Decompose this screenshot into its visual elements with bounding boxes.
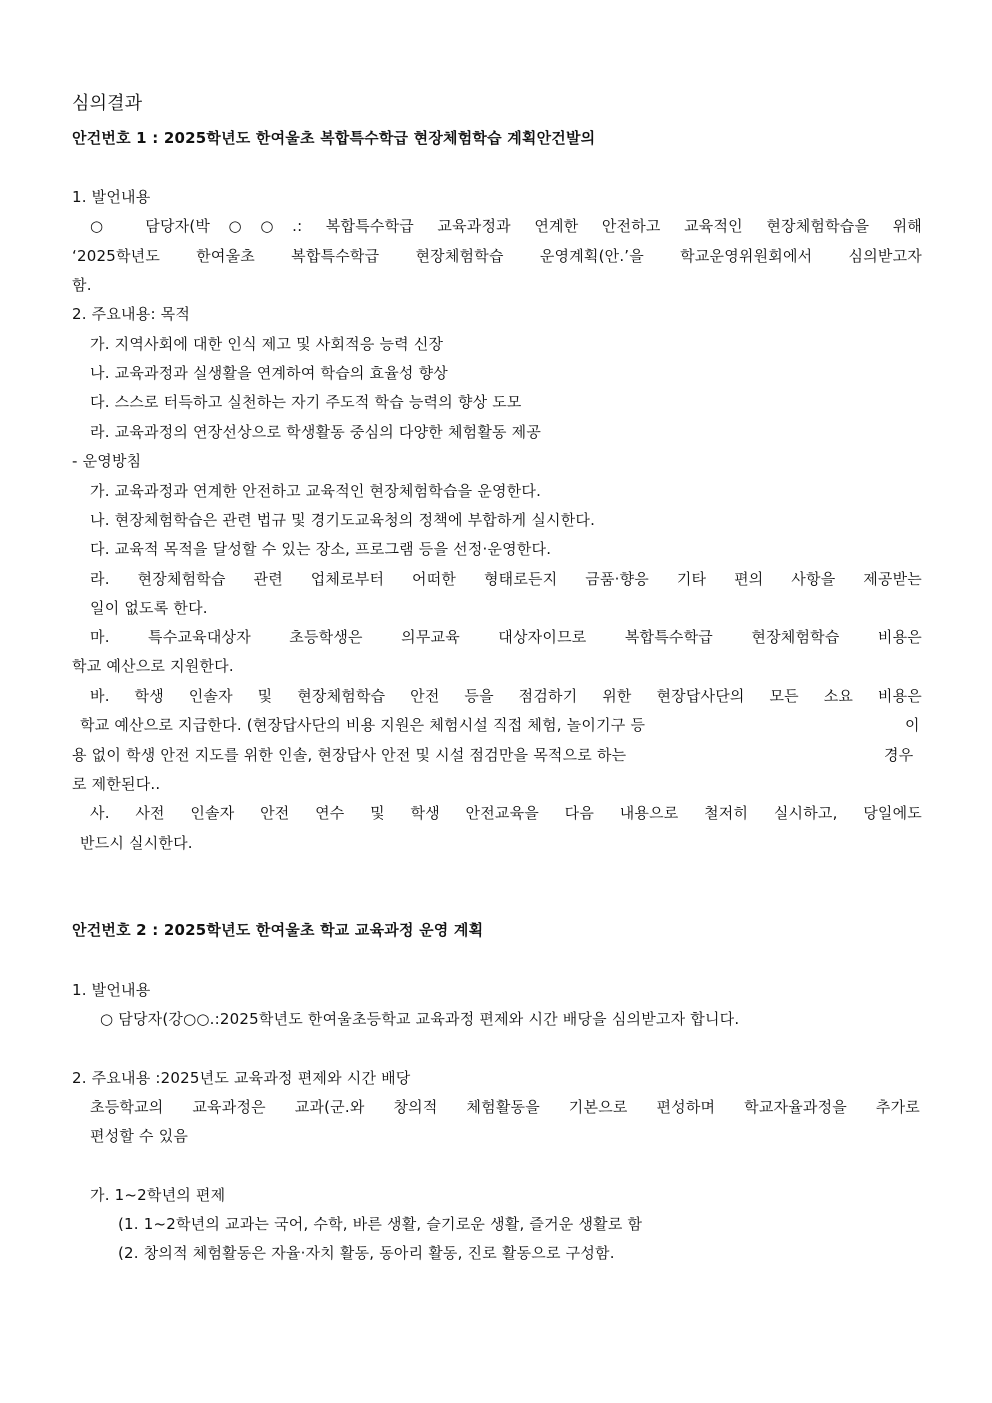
policy-item-continued: 반드시 실시한다. [80,834,193,852]
policy-item-continued: 용 없이 학생 안전 지도를 위한 인솔, 현장답사 안전 및 시설 점검만을 목적으로 하는 [72,746,627,764]
agenda1-statement-line: ‘2025학년도 한여울초 복합특수학급 현장체험학습 운영계획(안.’을 학교운영위원회에서 심의받고자 [72,247,922,265]
policy-item-continued: 학교 예산으로 지급한다. (현장답사단의 비용 지원은 체험시설 직접 체험, 놀이기구 등 [80,716,646,734]
policy-item: 사. 사전 인솔자 안전 연수 및 학생 안전교육을 다음 내용으로 철저히 실시하고, 당일에도 [90,804,922,822]
agenda2-section1-heading: 1. 발언내용 [72,981,151,999]
agenda1-statement-line: ○ 담당자(박○○.: 복합특수학급 교육과정과 연계한 안전하고 교육적인 현장체험학습을 위해 [90,217,922,235]
policy-heading: - 운영방침 [72,452,142,470]
purpose-item: 라. 교육과정의 연장선상으로 학생활동 중심의 다양한 체험활동 제공 [90,423,542,441]
agenda2-heading: 안건번호 2 : 2025학년도 한여울초 학교 교육과정 운영 계획 [72,921,484,939]
agenda1-section2-heading: 2. 주요내용: 목적 [72,305,191,323]
policy-item-continued: 일이 없도록 한다. [90,599,208,617]
curriculum-item: (2. 창의적 체험활동은 자율·자치 활동, 동아리 활동, 진로 활동으로 구성함. [118,1244,615,1262]
curriculum-item: (1. 1~2학년의 교과는 국어, 수학, 바른 생활, 슬기로운 생활, 즐거운 생활로 함 [118,1215,643,1233]
policy-item-continued: 학교 예산으로 지원한다. [72,657,234,675]
agenda1-heading: 안건번호 1 : 2025학년도 한여울초 복합특수학급 현장체험학습 계획안건발의 [72,129,596,147]
purpose-item: 다. 스스로 터득하고 실천하는 자기 주도적 학습 능력의 향상 도모 [90,393,522,411]
policy-item: 마. 특수교육대상자 초등학생은 의무교육 대상자이므로 복합특수학급 현장체험학습 비용은 [90,628,922,646]
agenda2-statement-line: ○ 담당자(강○○.:2025학년도 한여울초등학교 교육과정 편제와 시간 배당을 심의받고자 합니다. [100,1010,740,1028]
policy-item: 라. 현장체험학습 관련 업체로부터 어떠한 형태로든지 금품·향응 기타 편의 사항을 제공받는 [90,570,922,588]
policy-item: 바. 학생 인솔자 및 현장체험학습 안전 등을 점검하기 위한 현장답사단의 모든 소요 비용은 [90,687,922,705]
policy-item-continued: 경우 [884,746,914,764]
policy-item: 나. 현장체험학습은 관련 법규 및 경기도교육청의 정책에 부합하게 실시한다. [90,511,596,529]
policy-item: 가. 교육과정과 연계한 안전하고 교육적인 현장체험학습을 운영한다. [90,482,542,500]
agenda2-subheading: 가. 1~2학년의 편제 [90,1186,226,1204]
agenda2-body-line: 편성할 수 있음 [90,1127,189,1145]
agenda2-body-line: 초등학교의 교육과정은 교과(군.와 창의적 체험활동을 기본으로 편성하며 학교자율과정을 추가로 [90,1098,920,1116]
purpose-item: 가. 지역사회에 대한 인식 제고 및 사회적응 능력 신장 [90,335,444,353]
policy-item-continued: 이 [905,716,920,734]
agenda2-section2-heading: 2. 주요내용 :2025년도 교육과정 편제와 시간 배당 [72,1069,411,1087]
agenda1-statement-line: 함. [72,276,92,294]
document-title: 심의결과 [72,93,143,114]
policy-item-continued: 로 제한된다.. [72,775,161,793]
policy-item: 다. 교육적 목적을 달성할 수 있는 장소, 프로그램 등을 선정·운영한다. [90,540,552,558]
agenda1-section1-heading: 1. 발언내용 [72,188,151,206]
purpose-item: 나. 교육과정과 실생활을 연계하여 학습의 효율성 향상 [90,364,448,382]
